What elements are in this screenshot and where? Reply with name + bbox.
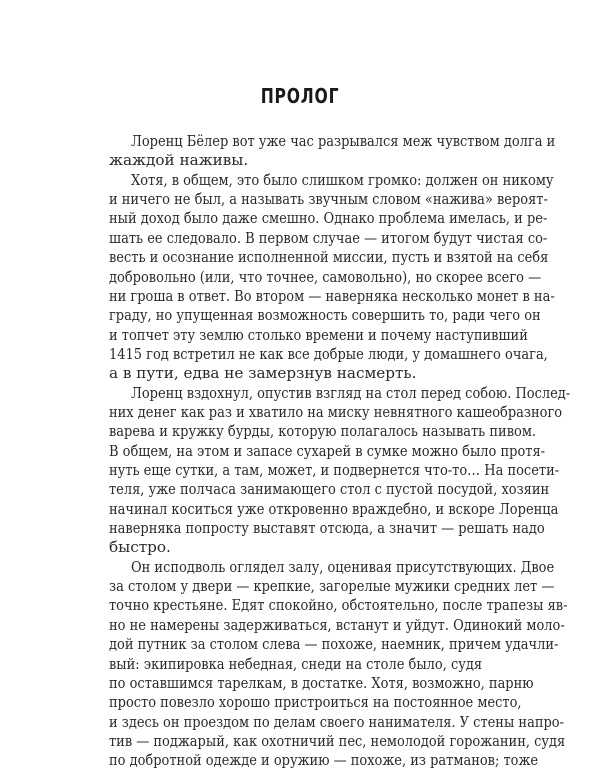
text-line: и здесь он проездом по делам своего нанимателя. У стены напро- <box>109 712 564 731</box>
text-line: Лоренц Бёлер вот уже час разрывался меж чувством долга и <box>131 132 556 150</box>
text-line: Он исподволь оглядел залу, оценивая присутствующих. Двое <box>131 557 555 576</box>
text-line: вый: экипировка небедная, снеди на столе было, судя <box>109 654 483 673</box>
text-line: них денег как раз и хватило на миску невнятного кашеобразного <box>109 402 563 421</box>
text-line: но не намерены задерживаться, встанут и уйдут. Одинокий моло- <box>109 615 565 634</box>
text-line: точно крестьяне. Едят спокойно, обстоятельно, после трапезы яв- <box>109 596 568 615</box>
text-line: ни гроша в ответ. Во втором — наверняка несколько монет в на- <box>109 286 555 305</box>
text-line: просто повезло хорошо пристроиться на постоянное место, <box>109 693 522 712</box>
text-line: ный доход было даже смешно. Однако проблема имелась, и ре- <box>109 209 548 228</box>
text-line: шать ее следовало. В первом случае — итогом будут чистая со- <box>109 228 548 247</box>
text-line: за столом у двери — крепкие, загорелые мужики средних лет — <box>109 577 555 595</box>
text-line: начинал коситься уже откровенно враждебно, и вскоре Лоренца <box>109 499 559 518</box>
text-line: и топчет эту землю столько времени и почему наступивший <box>109 325 528 344</box>
text-line: В общем, на этом и запасе сухарей в сумке можно было протя- <box>109 441 546 460</box>
text-line: и ничего не был, а называть звучным словом «нажива» вероят- <box>109 190 548 209</box>
text-line: наверняка попросту выставят отсюда, а значит — решать надо <box>109 519 545 537</box>
text-line: Хотя, в общем, это было слишком громко: должен он никому <box>131 170 554 189</box>
text-line: тив — поджарый, как охотничий пес, немолодой горожанин, судя <box>109 731 566 750</box>
text-line: теля, уже полчаса занимающего стол с пустой посудой, хозяин <box>109 480 550 499</box>
chapter-heading: ПРОЛОГ <box>260 84 340 108</box>
text-line: нуть еще сутки, а там, может, и подвернется что-то… На посети- <box>109 461 560 479</box>
text-line: а в пути, едва не замерзнув насмерть. <box>109 364 417 383</box>
text-line: жаждой наживы. <box>109 151 249 170</box>
text-line: Лоренц вздохнул, опустив взгляд на стол перед собою. Послед- <box>131 383 571 402</box>
text-line: по оставшимся тарелкам, в достатке. Хотя, возможно, парню <box>109 673 534 692</box>
text-line: добровольно (или, что точнее, самовольно), но скорее всего — <box>109 267 542 286</box>
text-line: по добротной одежде и оружию — похоже, из ратманов; тоже <box>109 751 539 770</box>
text-line: 1415 год встретил не как все добрые люди, у домашнего очага, <box>109 344 548 363</box>
text-line: дой путник за столом слева — похоже, наемник, причем удачли- <box>109 635 559 654</box>
text-line: граду, но упущенная возможность совершить то, ради чего он <box>109 306 541 325</box>
text-line: варева и кружку бурды, которую полагалось называть пивом. <box>109 422 537 441</box>
text-line: быстро. <box>109 538 171 557</box>
text-line: весть и осознание исполненной миссии, пусть и взятой на себя <box>109 248 549 267</box>
